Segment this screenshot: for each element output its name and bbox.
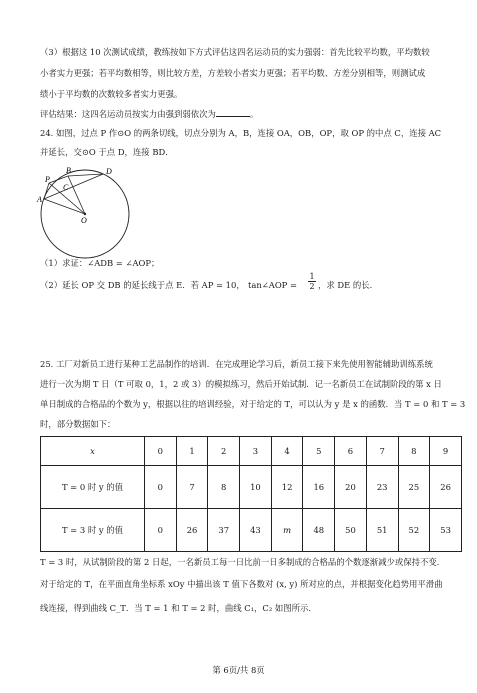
table-cell: 37	[208, 509, 240, 552]
table-row-label: T = 3 时 y 的值	[41, 509, 145, 552]
label-d: D	[106, 167, 112, 176]
label-a: A	[37, 195, 42, 204]
q23-evaluation-line	[40, 108, 460, 120]
table-cell: 53	[430, 509, 462, 552]
q24-part-2	[40, 272, 460, 301]
table-cell: 52	[398, 509, 430, 552]
tangent-pa	[44, 183, 49, 199]
segment-oa	[44, 199, 85, 214]
table-cell: 2	[208, 437, 240, 466]
table-cell: x	[41, 437, 145, 466]
table-cell: 3	[240, 437, 272, 466]
q24-part-2-a: （2）延长 OP 交 DB 的延长线于点 E．若 AP = 10，	[40, 280, 245, 290]
table-cell: 51	[366, 509, 398, 552]
q24-line-1: 24. 如图，过点 P 作⊙O 的两条切线，切点分别为 A，B，连接 OA，OB，OP，取 OP 的中点 C，连接 AC	[40, 128, 442, 138]
label-o: O	[81, 216, 87, 225]
table-cell: m	[271, 509, 303, 552]
q24-part-2-b: ，求 DE 的长．	[318, 280, 379, 290]
q25-after-line-2: 对于给定的 T，在平面直角坐标系 xOy 中描出该 T 值下各数对 (x, y) 所对应的点，并根据变化趋势用平滑曲	[40, 579, 443, 589]
q25-line-2: 进行一次为期 T 日（T 可取 0，1，2 或 3）的模拟练习，然后开始试制．记一名新员工在试制阶段的第 x 日	[40, 379, 442, 389]
table-cell: 8	[208, 466, 240, 509]
table-cell: 7	[366, 437, 398, 466]
q25-line-3: 单日制成的合格品的个数为 y，根据以往的培训经验，对于给定的 T，可以认为 y 是 x 的函数．当 T = 0 和 T = 3	[40, 399, 466, 409]
table-cell: 43	[240, 509, 272, 552]
q23-line-1: （3）根据这 10 次测试成绩，教练按如下方式评估这四名运动员的实力强弱：首先比较平均数，平均数较	[40, 47, 430, 57]
table-cell: 23	[366, 466, 398, 509]
segment-bd	[68, 174, 103, 176]
q23-line-2: 小者实力更强；若平均数相等，则比较方差，方差较小者实力更强；若平均数、方差分别相等，则测试成	[40, 68, 426, 78]
q24-geometry-figure	[36, 166, 136, 262]
answer-blank	[216, 108, 250, 117]
tangent-pb	[49, 176, 68, 183]
table-row	[41, 509, 462, 552]
table-cell: 0	[145, 437, 177, 466]
table-cell: 50	[335, 509, 367, 552]
table-cell: 20	[335, 466, 367, 509]
table-cell: 1	[176, 437, 208, 466]
q25-line-4: 时，部分数据如下：	[40, 419, 116, 429]
table-cell: 26	[176, 509, 208, 552]
table-cell: 0	[145, 509, 177, 552]
fraction-numerator: 1	[309, 272, 315, 281]
table-header-row	[41, 437, 462, 466]
point-o	[84, 213, 86, 215]
table-cell: 9	[430, 437, 462, 466]
q24-part-1: （1）求证：∠ADB = ∠AOP；	[40, 258, 160, 268]
data-table	[40, 436, 462, 552]
q23-evaluation-suffix: 。	[249, 109, 259, 119]
table-cell: 26	[430, 466, 462, 509]
table-cell: 0	[145, 466, 177, 509]
q25-line-1: 25. 工厂对新员工进行某种工艺品制作的培训．在完成理论学习后，新员工接下来先使用智能辅助训练系统	[40, 359, 433, 369]
label-p: P	[45, 175, 50, 184]
table-cell: 8	[398, 437, 430, 466]
q25-after-line-1: T = 3 时，从试制阶段的第 2 日起，一名新员工每一日比前一日多制成的合格品的个数逐渐减少或保持不变．	[40, 557, 446, 567]
table-cell: 16	[303, 466, 335, 509]
table-cell: 5	[303, 437, 335, 466]
table-cell: 7	[176, 466, 208, 509]
q23-line-3: 绩小于平均数的次数较多者实力更强。	[40, 89, 183, 99]
q24-tan-expression: tan∠AOP =	[248, 280, 297, 290]
fraction-denominator: 2	[309, 282, 315, 291]
q24-line-2: 并延长，交⊙O 于点 D，连接 BD．	[40, 147, 174, 157]
label-c: C	[63, 183, 69, 192]
table-row	[41, 466, 462, 509]
table-cell: 48	[303, 509, 335, 552]
q25-after-line-3: 线连接，得到曲线 C_T．当 T = 1 和 T = 2 时，曲线 C₁，C₂ 如图所示．	[40, 603, 317, 613]
page-footer: 第 6页/共 8页	[212, 665, 265, 675]
table-cell: 25	[398, 466, 430, 509]
table-cell: 6	[335, 437, 367, 466]
table-cell: 10	[240, 466, 272, 509]
table-row-label: T = 0 时 y 的值	[41, 466, 145, 509]
table-cell: 4	[271, 437, 303, 466]
q23-evaluation-prefix: 评估结果：这四名运动员按实力由强到弱依次为	[40, 109, 216, 119]
label-b: B	[66, 166, 71, 175]
table-cell: 12	[271, 466, 303, 509]
